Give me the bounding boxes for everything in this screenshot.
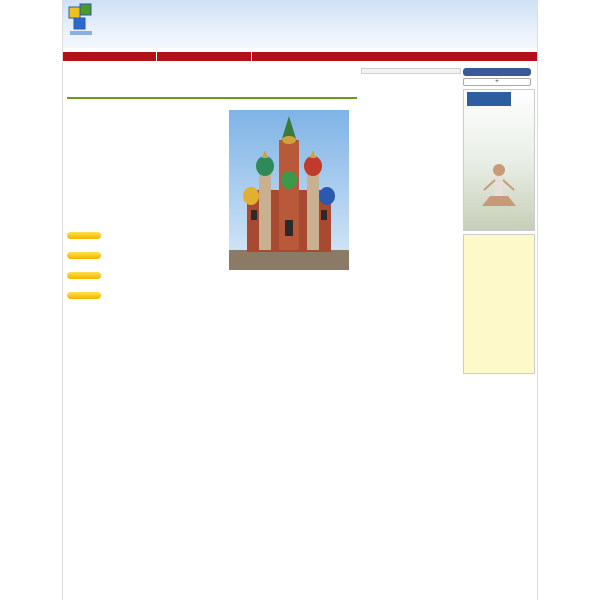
intro-text [70,110,220,120]
facebook-like-button[interactable] [463,68,531,76]
site-header [63,0,537,48]
google-plus-button[interactable] [463,78,531,86]
video-badge [67,232,101,239]
nav-tab-nouveautes[interactable] [158,52,252,61]
title-divider [67,97,357,99]
breadcrumb [70,76,357,83]
plus-icon: + [495,79,499,85]
nav-tab-accueil[interactable] [63,52,157,61]
video-item [67,272,357,292]
page-container [62,0,538,600]
soutien-scolaire-ad-banner[interactable] [463,234,535,374]
ad-italien-label [467,92,511,106]
video-badge [67,252,101,259]
site-logo-icon[interactable] [67,3,95,37]
video-badge [67,272,101,279]
video-links [67,232,357,312]
yoga-figure-image [464,110,534,230]
language-sublist [361,68,461,74]
video-badge [67,292,101,299]
top-navigation [63,52,537,61]
video-item [67,252,357,272]
italien-ad-banner[interactable] [463,89,535,231]
video-item [67,232,357,252]
right-column [463,68,535,374]
video-item [67,292,357,312]
main-content [67,68,357,83]
category-sidebar [361,68,461,76]
